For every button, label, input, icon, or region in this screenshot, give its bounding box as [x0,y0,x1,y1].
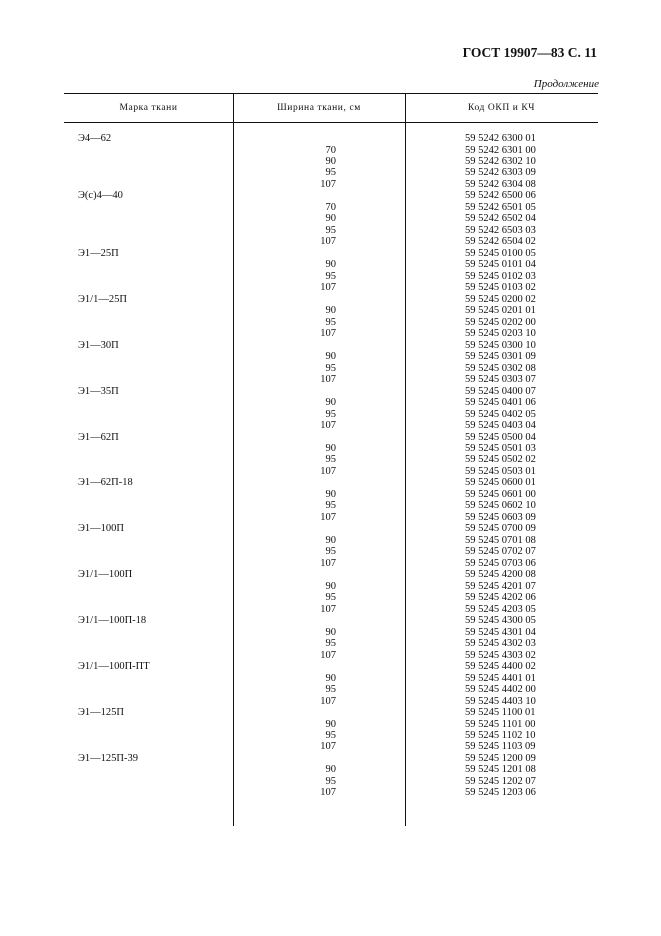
fabric-width: 90 [325,764,336,776]
okp-code: 59 5245 0300 10 [465,339,536,351]
fabric-width: 70 [325,201,336,213]
fabric-width: 90 [325,580,336,592]
okp-code: 59 5245 4202 06 [465,592,536,604]
fabric-width: 95 [325,684,336,695]
column-divider [405,123,406,826]
fabric-width: 90 [325,534,336,546]
fabric-grade: Э1/1—100П [78,569,133,581]
okp-code: 59 5245 0201 01 [465,305,536,317]
okp-code: 59 5245 0203 10 [465,328,536,340]
okp-code: 59 5245 1102 10 [465,730,536,741]
fabric-grade: Э1—62П-18 [78,477,133,489]
fabric-width: 90 [325,213,336,225]
okp-code: 59 5245 0400 07 [465,385,536,397]
okp-code: 59 5245 4402 00 [465,684,536,695]
okp-code: 59 5242 6302 10 [465,156,536,167]
okp-code: 59 5245 0700 09 [465,523,536,535]
okp-code: 59 5245 0302 08 [465,362,536,374]
okp-code: 59 5245 0500 04 [465,431,536,443]
fabric-grade: Э1—100П [78,523,125,535]
okp-code: 59 5242 6501 05 [465,201,536,213]
column-header-fabric-grade: Марка ткани [119,103,178,113]
fabric-width: 90 [325,718,336,730]
okp-code: 59 5242 6504 02 [465,236,536,248]
okp-code: 59 5245 0402 05 [465,408,536,420]
fabric-width: 95 [325,638,336,650]
okp-code: 59 5245 0703 06 [465,557,536,569]
okp-code: 59 5245 0202 00 [465,316,536,328]
okp-code: 59 5245 0503 01 [465,465,536,477]
fabric-grade: Э1—35П [78,385,119,397]
okp-code: 59 5245 4302 03 [465,638,536,650]
okp-code: 59 5245 0603 09 [465,511,536,523]
fabric-width: 90 [325,259,336,271]
okp-code: 59 5245 4403 10 [465,695,536,707]
fabric-width: 95 [325,270,336,282]
fabric-width: 95 [325,592,336,604]
fabric-width: 107 [320,557,336,569]
header-divider [233,94,234,122]
fabric-width: 90 [325,351,336,363]
fabric-grade: Э(с)4—40 [78,190,123,202]
fabric-width: 107 [320,649,336,661]
fabric-width: 95 [325,500,336,512]
fabric-grade: Э1/1—100П-ПТ [78,661,150,673]
okp-code: 59 5245 4303 02 [465,649,536,661]
okp-code: 59 5245 0403 04 [465,420,536,431]
okp-code: 59 5245 0301 09 [465,351,536,363]
fabric-grade: Э1—30П [78,339,119,351]
okp-code: 59 5245 4203 05 [465,603,536,615]
fabric-grade: Э1—62П [78,431,119,443]
fabric-width: 95 [325,408,336,420]
okp-code: 59 5245 0602 10 [465,500,536,512]
okp-code: 59 5245 0102 03 [465,270,536,282]
okp-code: 59 5245 4301 04 [465,626,536,638]
okp-code: 59 5242 6303 09 [465,167,536,179]
okp-code: 59 5245 0103 02 [465,282,536,294]
okp-code: 59 5245 0502 02 [465,454,536,466]
okp-code: 59 5242 6301 00 [465,144,536,156]
fabric-width: 107 [320,328,336,340]
fabric-grade: Э1—25П [78,247,119,259]
fabric-grade: Э1/1—100П-18 [78,615,147,627]
okp-code: 59 5242 6304 08 [465,178,536,190]
fabric-width: 95 [325,167,336,179]
column-divider [233,123,234,826]
okp-code: 59 5245 4400 02 [465,661,536,673]
fabric-width: 107 [320,236,336,248]
fabric-width: 107 [320,282,336,294]
okp-code: 59 5245 0200 02 [465,293,536,305]
header-divider [405,94,406,122]
fabric-width: 70 [325,144,336,156]
okp-code: 59 5245 4200 08 [465,569,536,581]
fabric-width: 95 [325,546,336,558]
fabric-width: 107 [320,465,336,477]
okp-code: 59 5245 1100 01 [465,707,536,718]
fabric-width: 95 [325,730,336,741]
fabric-width: 107 [320,511,336,523]
fabric-grade: Э4—62 [78,133,112,144]
okp-code: 59 5245 1101 00 [465,718,536,730]
fabric-width: 107 [320,178,336,190]
okp-code: 59 5245 0701 08 [465,534,536,546]
okp-code: 59 5245 1103 09 [465,741,536,753]
fabric-width: 90 [325,626,336,638]
okp-code: 59 5245 0600 01 [465,477,536,489]
fabric-width: 107 [320,695,336,707]
fabric-width: 107 [320,420,336,431]
fabric-width: 90 [325,672,336,684]
okp-code: 59 5245 4300 05 [465,615,536,627]
fabric-width: 90 [325,397,336,408]
okp-code: 59 5245 0401 06 [465,397,536,408]
column-header-fabric-width: Ширина ткани, см [277,103,361,113]
fabric-grade: Э1—125П-39 [78,752,139,764]
fabric-width: 90 [325,488,336,500]
okp-code: 59 5245 1203 06 [465,787,536,799]
fabric-width: 95 [325,316,336,328]
okp-code: 59 5242 6502 04 [465,213,536,225]
fabric-width: 95 [325,362,336,374]
column-header-okp-code: Код ОКП и КЧ [467,103,536,113]
fabric-width: 90 [325,156,336,167]
okp-code: 59 5245 0100 05 [465,247,536,259]
fabric-width: 107 [320,603,336,615]
okp-code: 59 5245 4201 07 [465,580,536,592]
okp-code: 59 5242 6300 01 [465,133,536,144]
fabric-width: 95 [325,775,336,787]
fabric-width: 90 [325,305,336,317]
okp-code: 59 5242 6503 03 [465,224,536,236]
okp-code: 59 5245 0501 03 [465,443,536,454]
continuation-label: Продолжение [533,78,599,90]
okp-code: 59 5245 1201 08 [465,764,536,776]
fabric-width: 107 [320,787,336,799]
fabric-width: 107 [320,374,336,386]
fabric-width: 90 [325,443,336,454]
fabric-grade: Э1—125П [78,707,125,718]
okp-code: 59 5245 0601 00 [465,488,536,500]
fabric-width: 95 [325,224,336,236]
okp-code: 59 5245 0702 07 [465,546,536,558]
fabric-code-table [64,93,598,799]
okp-code: 59 5245 0303 07 [465,374,536,386]
page-title: ГОСТ 19907—83 С. 11 [462,45,597,60]
fabric-width: 107 [320,741,336,753]
okp-code: 59 5242 6500 06 [465,190,536,202]
okp-code: 59 5245 4401 01 [465,672,536,684]
okp-code: 59 5245 1202 07 [465,775,536,787]
fabric-width: 95 [325,454,336,466]
okp-code: 59 5245 1200 09 [465,752,536,764]
okp-code: 59 5245 0101 04 [465,259,536,271]
table-header [64,93,598,123]
fabric-grade: Э1/1—25П [78,293,127,305]
